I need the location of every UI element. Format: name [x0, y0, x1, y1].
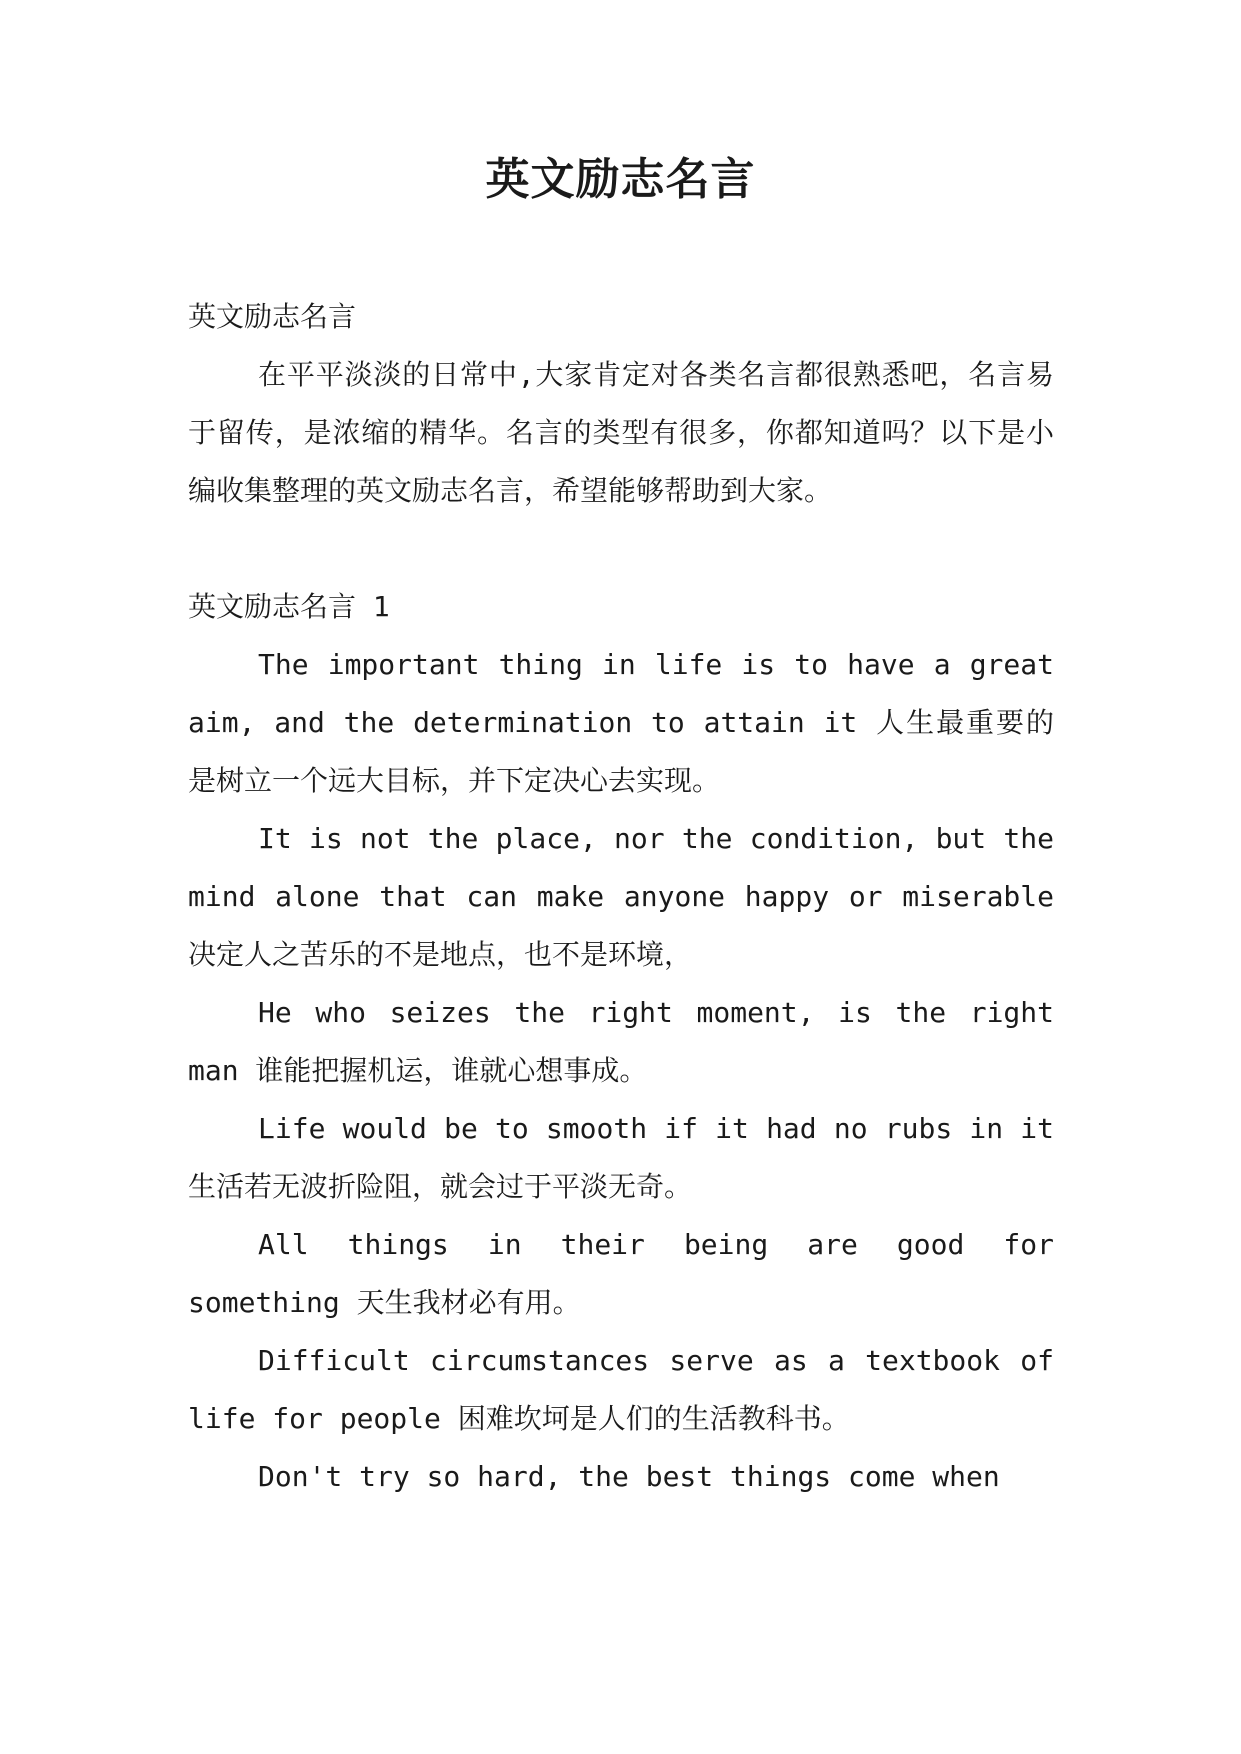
quote-paragraph: Difficult circumstances serve as a textbook of life for people 困难坎坷是人们的生活教科书。 [188, 1344, 1054, 1435]
quote-paragraph: It is not the place, nor the condition, but the mind alone that can make anyone happy or miserable 决定人之苦乐的不是地点，也不是环境， [188, 822, 1054, 971]
document-title: 英文励志名言 [485, 154, 756, 205]
quote-paragraph: He who seizes the right moment, is the right man 谁能把握机运，谁就心想事成。 [188, 996, 1054, 1087]
intro-paragraph: 在平平淡淡的日常中,大家肯定对各类名言都很熟悉吧，名言易于留传，是浓缩的精华。名言的类型有很多，你都知道吗？以下是小编收集整理的英文励志名言，希望能够帮助到大家。 [188, 358, 1054, 507]
document-body [188, 288, 1054, 1506]
quote-paragraph: Don't try so hard, the best things come when [258, 1460, 1000, 1493]
section-heading: 英文励志名言 1 [188, 590, 390, 623]
quote-paragraph: The important thing in life is to have a great aim, and the determination to attain it 人生最重要的是树立一个远大目标，并下定决心去实现。 [188, 648, 1054, 797]
subtitle: 英文励志名言 [188, 300, 357, 333]
paragraph-spacer [188, 520, 1054, 578]
quote-paragraph: All things in their being are good for something 天生我材必有用。 [188, 1228, 1054, 1319]
quote-paragraph: Life would be to smooth if it had no rubs in it 生活若无波折险阻，就会过于平淡无奇。 [188, 1112, 1054, 1203]
